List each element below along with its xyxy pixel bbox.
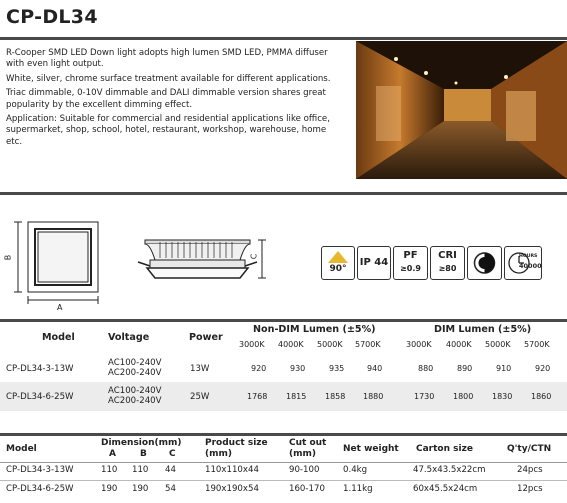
row-lumen: 1858: [325, 392, 346, 401]
row-lumen: 920: [251, 364, 267, 373]
row-lumen: 940: [367, 364, 383, 373]
row-voltage: AC200-240V: [108, 368, 162, 378]
row-qty: 12pcs: [517, 484, 543, 494]
row-lumen: 935: [329, 364, 345, 373]
row-product-size: 110x110x44: [205, 465, 259, 475]
row-dim-c: 54: [165, 484, 176, 494]
description-paragraph: White, silver, chrome surface treatment available for different applications.: [6, 73, 331, 84]
lifetime-label: HOURS: [519, 254, 538, 259]
application-photo: [356, 41, 567, 179]
table-row: [6, 465, 567, 479]
table-row: [6, 484, 567, 498]
row-model: CP-DL34-3-13W: [6, 364, 74, 374]
dimension-label-b: B: [3, 254, 13, 261]
title-divider: [0, 37, 567, 40]
row-lumen: 1880: [363, 392, 384, 401]
lumen-table: [6, 322, 567, 416]
dimension-label-a: A: [57, 303, 63, 312]
temp-header: 4000K: [446, 340, 472, 349]
description-paragraph: R-Cooper SMD LED Down light adopts high lumen SMD LED, PMMA diffuser with even light output.: [6, 48, 328, 70]
table-row: [6, 358, 567, 380]
col-header-model: Model: [6, 444, 37, 454]
cri-value: ≥80: [438, 264, 457, 273]
section-divider: [0, 192, 567, 195]
row-voltage: AC200-240V: [108, 396, 162, 406]
page-title: CP-DL34: [6, 6, 98, 28]
row-lumen: 1800: [453, 392, 474, 401]
row-voltage: AC100-240V: [108, 386, 162, 396]
row-qty: 24pcs: [517, 465, 543, 475]
row-dim-a: 190: [101, 484, 118, 494]
row-lumen: 930: [290, 364, 306, 373]
col-header-cutout: Cut out: [289, 438, 327, 448]
row-dim-b: 190: [132, 484, 149, 494]
col-header-dimension: Dimension(mm): [101, 438, 182, 448]
col-header-b: B: [140, 449, 147, 459]
row-lumen: 1830: [492, 392, 513, 401]
temp-header: 3000K: [406, 340, 432, 349]
description-paragraph: Triac dimmable, 0-10V dimmable and DALI dimmable version shares great popularity by the excellent dimming effect.: [6, 88, 326, 110]
row-model: CP-DL34-6-25W: [6, 392, 74, 402]
power-factor-icon: [393, 246, 428, 280]
col-header-weight: Net weight: [343, 444, 399, 454]
row-dim-b: 110: [132, 465, 149, 475]
dimmable-icon: [467, 246, 502, 280]
row-carton: 60x45.5x24cm: [413, 484, 478, 494]
ip-rating-icon: IP 44: [357, 246, 391, 280]
row-carton: 47.5x43.5x22cm: [413, 465, 486, 475]
row-lumen: 880: [418, 364, 434, 373]
col-header-voltage: Voltage: [108, 332, 150, 343]
row-power: 13W: [190, 364, 210, 374]
col-header-dim: DIM Lumen (±5%): [434, 324, 532, 335]
row-weight: 1.11kg: [343, 484, 373, 494]
pf-label: PF: [403, 250, 418, 261]
row-dim-c: 44: [165, 465, 176, 475]
row-lumen: 920: [535, 364, 551, 373]
row-product-size: 190x190x54: [205, 484, 259, 494]
row-lumen: 1768: [247, 392, 268, 401]
col-header-product-size-unit: (mm): [205, 449, 232, 459]
lifetime-value: 40000: [519, 262, 542, 270]
temp-header: 5700K: [355, 340, 381, 349]
col-header-model: Model: [42, 332, 75, 343]
dimension-table: [6, 436, 567, 503]
row-model: CP-DL34-6-25W: [6, 484, 74, 494]
beam-angle-value: 90°: [329, 264, 347, 274]
col-header-c: C: [169, 449, 176, 459]
temp-header: 5700K: [524, 340, 550, 349]
lifetime-icon: [504, 246, 542, 280]
row-lumen: 1730: [414, 392, 435, 401]
col-header-qty: Q'ty/CTN: [507, 444, 552, 454]
row-divider: [0, 480, 567, 481]
row-lumen: 1815: [286, 392, 307, 401]
row-weight: 0.4kg: [343, 465, 368, 475]
temp-header: 3000K: [239, 340, 265, 349]
col-header-product-size: Product size: [205, 438, 268, 448]
col-header-a: A: [109, 449, 116, 459]
description-paragraph: Application: Suitable for commercial and residential applications like office, supermarket, shop, school, hotel, restaurant, workshop, warehouse, home etc.: [6, 114, 330, 147]
temp-header: 5000K: [317, 340, 343, 349]
row-lumen: 1860: [531, 392, 552, 401]
row-voltage: AC100-240V: [108, 358, 162, 368]
cri-label: CRI: [438, 250, 457, 261]
temp-header: 4000K: [278, 340, 304, 349]
col-header-cutout-unit: (mm): [289, 449, 316, 459]
dimension-drawing: [0, 212, 300, 312]
row-lumen: 910: [496, 364, 512, 373]
row-power: 25W: [190, 392, 210, 402]
row-lumen: 890: [457, 364, 473, 373]
temp-header: 5000K: [485, 340, 511, 349]
col-header-carton: Carton size: [416, 444, 473, 454]
product-description: [6, 48, 344, 151]
col-header-power: Power: [189, 332, 223, 343]
row-dim-a: 110: [101, 465, 118, 475]
beam-angle-icon: [321, 246, 355, 280]
row-model: CP-DL34-3-13W: [6, 465, 74, 475]
cri-icon: [430, 246, 465, 280]
row-cutout: 90-100: [289, 465, 320, 475]
table-row: [6, 386, 567, 408]
row-divider: [0, 462, 567, 463]
col-header-nondim: Non-DIM Lumen (±5%): [253, 324, 376, 335]
pf-value: ≥0.9: [400, 264, 421, 273]
row-cutout: 160-170: [289, 484, 325, 494]
dimension-label-c: C: [249, 253, 259, 260]
